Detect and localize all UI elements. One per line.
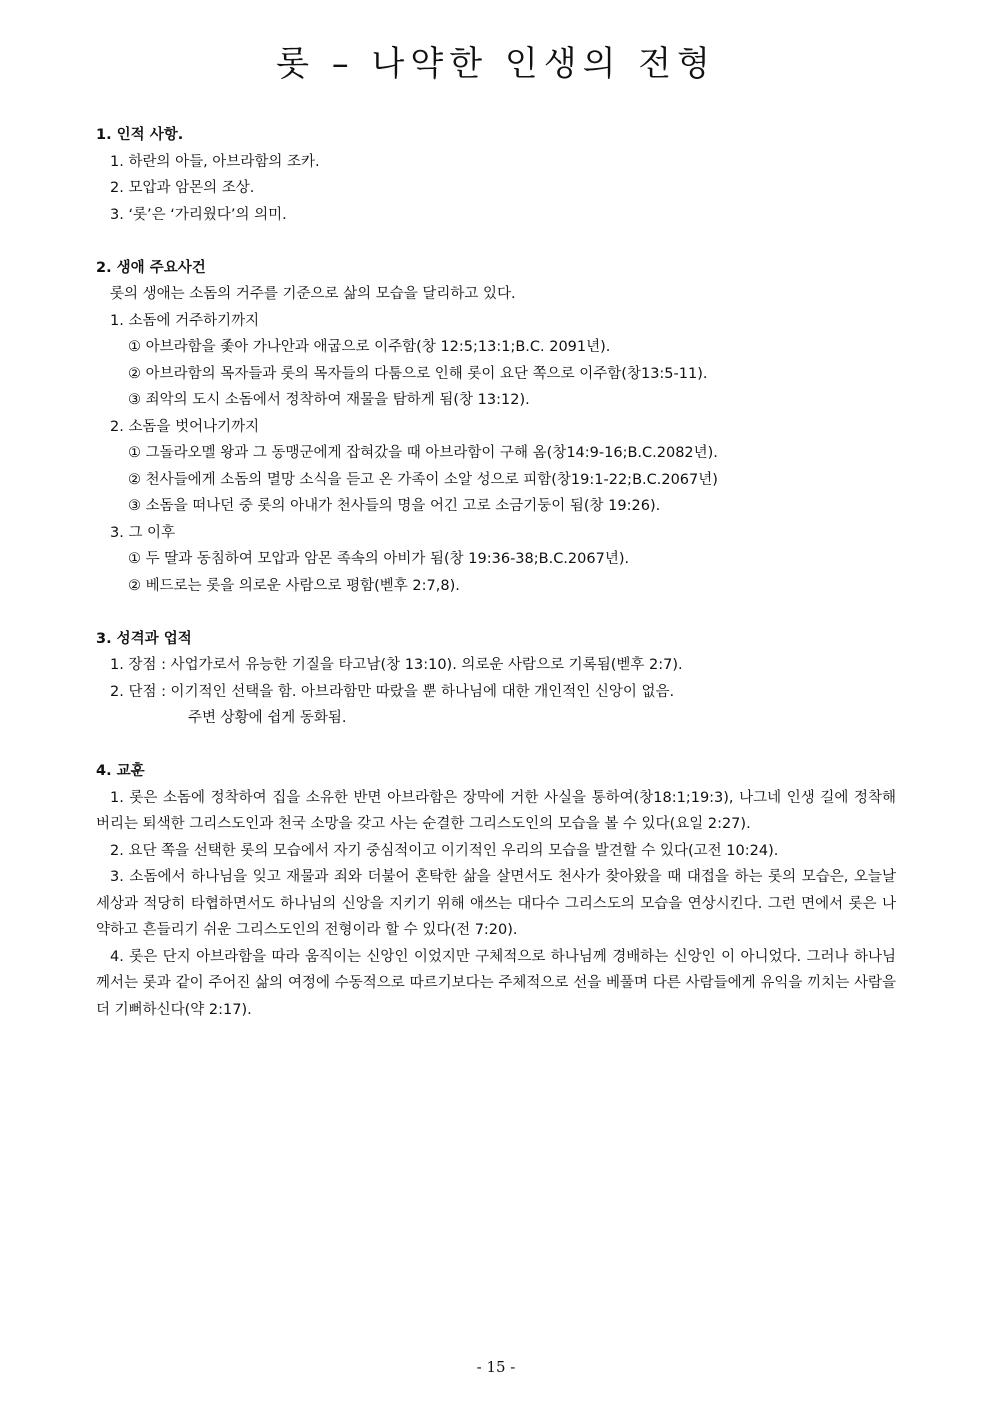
section-intro: 롯의 생애는 소돔의 거주를 기준으로 삶의 모습을 달리하고 있다. <box>110 286 516 302</box>
list-item: 3. ‘롯’은 ‘가리웠다’의 의미. <box>110 206 287 223</box>
page-number: - 15 - <box>476 1358 516 1376</box>
lesson-paragraph: 3. 소돔에서 하나님을 잊고 재물과 죄와 더불어 혼탁한 삶을 살면서도 천사가 찾아왔을 때 대접을 하는 롯의 모습은, 오늘날 세상과 적당히 타협하면서도 하나님의 신앙을 지키기 위해 애쓰는 대다수 그리스도의 모습을 연상시킨다. 그런 면에서 롯은 나약하고 흔들리기 쉬운 그리스도인의 전형이라 할 수 있다(전 7:20). <box>96 869 896 938</box>
subheading: 3. 그 이후 <box>110 524 176 541</box>
section-heading-2: 2. 생애 주요사건 <box>96 259 206 276</box>
subheading: 1. 소돔에 거주하기까지 <box>110 312 260 329</box>
list-item: 2. 모압과 암몬의 조상. <box>110 180 255 196</box>
list-item: ① 그돌라오멜 왕과 그 동맹군에게 잡혀갔을 때 아브라함이 구해 옴(창14:9-16;B.C.2082년). <box>128 445 718 461</box>
list-item: 2. 단점 : 이기적인 선택을 함. 아브라함만 따랐을 뿐 하나님에 대한 개인적인 신앙이 없음. <box>110 683 675 700</box>
subheading: 2. 소돔을 벗어나기까지 <box>110 418 260 435</box>
section-heading-3: 3. 성격과 업적 <box>96 630 192 647</box>
page-title: 롯 – 나약한 인생의 전형 <box>276 44 716 84</box>
lesson-paragraph: 4. 롯은 단지 아브라함을 따라 움직이는 신앙인 이었지만 구체적으로 하나님께 경배하는 신앙인 이 아니었다. 그러나 하나님께서는 롯과 같이 주어진 삶의 여정에 수동적으로 따르기보다는 주체적으로 선을 베풀며 다른 사람들에게 유익을 끼치는 사람을 더 기뻐하신다(약 2:17). <box>96 948 896 1018</box>
list-item: ② 천사들에게 소돔의 멸망 소식을 듣고 온 가족이 소알 성으로 피함(창19:1-22;B.C.2067년) <box>128 471 718 488</box>
list-item-continuation: 주변 상황에 쉽게 동화됨. <box>188 710 347 726</box>
list-item: 1. 장점 : 사업가로서 유능한 기질을 타고남(창 13:10). 의로운 사람으로 기록됨(벧후 2:7). <box>110 657 683 673</box>
list-item: ③ 소돔을 떠나던 중 롯의 아내가 천사들의 명을 어긴 고로 소금기둥이 됨(창 19:26). <box>128 498 661 514</box>
list-item: 1. 하란의 아들, 아브라함의 조카. <box>110 153 320 170</box>
list-item: ① 아브라함을 좇아 가나안과 애굽으로 이주함(창 12:5;13:1;B.C. 2091년). <box>128 339 611 355</box>
document-body <box>96 122 896 1023</box>
section-heading-4: 4. 교훈 <box>96 763 145 779</box>
list-item: ③ 죄악의 도시 소돔에서 정착하여 재물을 탐하게 됨(창 13:12). <box>128 392 530 408</box>
lesson-paragraph: 1. 롯은 소돔에 정착하여 집을 소유한 반면 아브라함은 장막에 거한 사실을 통하여(창18:1;19:3), 나그네 인생 길에 정착해 버리는 퇴색한 그리스도인과 천국 소망을 갖고 사는 순결한 그리스도인의 모습을 볼 수 있다(요일 2:27). <box>96 789 896 832</box>
list-item: ① 두 딸과 동침하여 모압과 암몬 족속의 아비가 됨(창 19:36-38;B.C.2067년). <box>128 551 630 567</box>
list-item: ② 아브라함의 목자들과 롯의 목자들의 다툼으로 인해 롯이 요단 쪽으로 이주함(창13:5-11). <box>128 365 708 382</box>
lesson-paragraph: 2. 요단 쪽을 선택한 롯의 모습에서 자기 중심적이고 이기적인 우리의 모습을 발견할 수 있다(고전 10:24). <box>110 842 779 859</box>
section-heading-1: 1. 인적 사항. <box>96 127 184 143</box>
list-item: ② 베드로는 롯을 의로운 사람으로 평함(벧후 2:7,8). <box>128 577 460 594</box>
